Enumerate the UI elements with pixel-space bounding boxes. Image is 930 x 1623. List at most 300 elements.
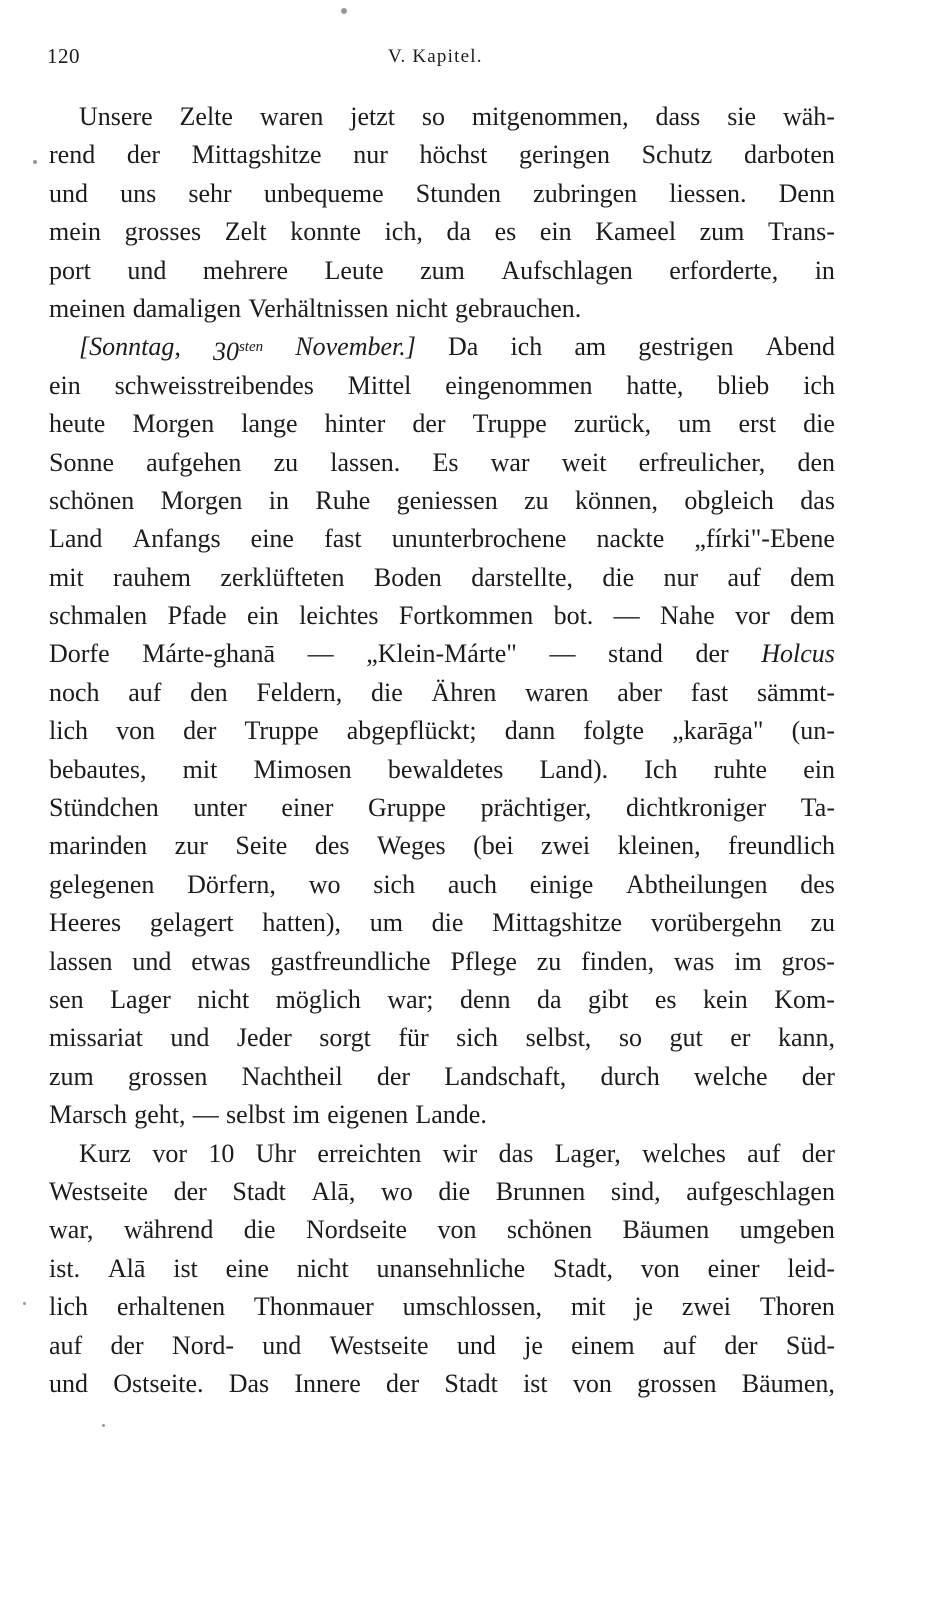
word: ein — [49, 370, 81, 400]
word: von — [116, 716, 156, 746]
word: des — [800, 869, 835, 899]
word: obgleich — [684, 485, 774, 515]
page-number: 120 — [47, 44, 80, 68]
word: uns — [120, 178, 157, 208]
word: unter — [193, 793, 247, 823]
word: einer — [281, 793, 334, 823]
text-line — [49, 98, 835, 136]
word: schönen — [506, 1215, 593, 1245]
word: unbequeme — [263, 178, 384, 208]
text-line — [49, 1173, 835, 1211]
word: Nord- — [171, 1330, 235, 1360]
word: umschlossen, — [402, 1292, 542, 1322]
word: [Sonntag, — [79, 332, 181, 362]
word: den — [797, 447, 835, 477]
word: Zelt — [224, 217, 267, 247]
word: ein — [803, 754, 835, 784]
word: dem — [790, 601, 835, 631]
word: sämmt- — [756, 677, 835, 707]
word: lange — [241, 409, 298, 439]
word: denn — [459, 984, 511, 1014]
word: die — [438, 1176, 471, 1206]
text-line — [49, 751, 835, 789]
word: und — [132, 946, 172, 976]
text-line — [49, 367, 835, 405]
word: gut — [669, 1023, 703, 1053]
word: zurück, — [573, 409, 652, 439]
word: Dorfe — [49, 639, 110, 669]
word: kein — [703, 984, 748, 1014]
word: können, — [574, 485, 659, 515]
word: Mimosen — [253, 754, 352, 784]
word: Land). — [539, 754, 609, 784]
word: ich — [510, 332, 543, 362]
word: gastfreundliche — [270, 946, 431, 976]
word: weit — [561, 447, 607, 477]
word: aufgeschlagen — [686, 1176, 835, 1206]
word: Truppe — [472, 409, 547, 439]
word: gros- — [781, 946, 835, 976]
word: zur — [174, 831, 208, 861]
word: was — [673, 946, 715, 976]
word: der — [183, 716, 217, 746]
word: von — [437, 1215, 477, 1245]
word: der — [110, 1330, 144, 1360]
word: Pfade — [167, 601, 227, 631]
word: schmalen — [49, 601, 148, 631]
word: hatte, — [626, 370, 684, 400]
word: jetzt — [350, 102, 396, 131]
word: selbst, — [525, 1023, 592, 1053]
word: Alā, — [311, 1176, 356, 1206]
word: Stunden — [415, 178, 502, 208]
word: freundlich — [728, 831, 835, 861]
word: abgepflückt; — [346, 716, 477, 746]
word: ununterbrochene — [391, 524, 567, 554]
text-line — [49, 405, 835, 443]
text-line — [49, 827, 835, 865]
word: nur — [353, 140, 388, 170]
word: zu — [524, 485, 549, 515]
word: kann, — [777, 1023, 835, 1053]
word: Mittagshitze — [492, 908, 623, 938]
word: Morgen — [160, 485, 243, 515]
word: zerklüfteten — [220, 562, 345, 592]
word: sie — [727, 102, 757, 131]
word: Ruhe — [315, 485, 371, 515]
word: bebautes, — [49, 754, 147, 784]
word: durch — [600, 1061, 660, 1091]
word: zu — [810, 908, 835, 938]
word: Nahe — [659, 601, 715, 631]
text-line — [49, 1096, 835, 1134]
word: sorgt — [319, 1023, 371, 1053]
word: im — [292, 1100, 320, 1130]
text-line — [49, 290, 835, 328]
word: waren — [525, 677, 589, 707]
word: hatten), — [262, 908, 342, 938]
word: eigenen — [327, 1100, 409, 1130]
word: Westseite — [329, 1330, 429, 1360]
word: ist — [523, 1368, 548, 1398]
word: erst — [738, 409, 777, 439]
text-line — [49, 904, 835, 942]
word: Holcus — [761, 639, 835, 669]
word: nur — [663, 562, 699, 592]
word: Trans- — [768, 217, 835, 247]
word: Mittel — [347, 370, 412, 400]
word: Lager — [110, 984, 171, 1014]
text-line — [49, 175, 835, 213]
word: Westseite — [49, 1176, 148, 1206]
word: Lande. — [415, 1100, 487, 1130]
word: noch — [49, 677, 100, 707]
word: ist. — [49, 1253, 81, 1283]
text-line — [49, 252, 835, 290]
word: gelagert — [149, 908, 234, 938]
word: Marsch — [49, 1100, 127, 1130]
text-line — [49, 1327, 835, 1365]
word: wo — [381, 1176, 413, 1206]
word: wäh- — [782, 102, 835, 131]
word: schweisstreibendes — [114, 370, 314, 400]
word: Nachtheil — [241, 1061, 343, 1091]
word: Das — [228, 1368, 270, 1398]
word: Morgen — [132, 409, 215, 439]
word: mit — [182, 754, 218, 784]
word: geringen — [519, 140, 610, 170]
word: am — [574, 332, 607, 362]
word: lich — [49, 716, 88, 746]
word: — — [613, 601, 640, 631]
word: Thoren — [759, 1292, 835, 1322]
word: unansehnliche — [376, 1253, 526, 1283]
word: Stadt — [232, 1176, 286, 1206]
word: ein — [247, 601, 279, 631]
word: von — [640, 1253, 680, 1283]
word: Kurz — [79, 1138, 131, 1168]
word: vorübergehn — [650, 908, 782, 938]
word: Uhr — [255, 1138, 297, 1168]
word: nicht — [296, 1253, 349, 1283]
word: der — [801, 1138, 835, 1168]
word: erreichten — [317, 1138, 422, 1168]
word: die — [370, 677, 403, 707]
word: grossen — [127, 1061, 208, 1091]
word: Abtheilungen — [625, 869, 768, 899]
word: 10 — [208, 1138, 235, 1168]
word: für — [398, 1023, 429, 1053]
text-line — [49, 328, 835, 366]
word: gibt — [587, 984, 629, 1014]
word: Abend — [765, 332, 835, 362]
word: war, — [49, 1215, 94, 1245]
scan-speck — [102, 1424, 105, 1427]
word: Zelte — [179, 102, 233, 131]
word: zwei — [681, 1292, 731, 1322]
word: konnte — [290, 217, 361, 247]
word: der — [173, 1176, 207, 1206]
word: Ich — [644, 754, 678, 784]
word: und — [127, 255, 167, 285]
text-line — [49, 1135, 835, 1173]
word: Kom- — [774, 984, 835, 1014]
word: leid- — [787, 1253, 835, 1283]
word: der — [695, 639, 729, 669]
word: einer — [707, 1253, 760, 1283]
word: Pflege — [450, 946, 517, 976]
word: damaligen — [132, 293, 242, 323]
word: Verhältnissen — [248, 293, 389, 323]
word: höchst — [419, 140, 488, 170]
word: Schutz — [641, 140, 713, 170]
word: — — [192, 1100, 219, 1130]
word: Truppe — [244, 716, 319, 746]
text-line — [49, 1250, 835, 1288]
text-line — [49, 482, 835, 520]
word: zum — [699, 217, 745, 247]
word: der — [126, 140, 161, 170]
text-line — [49, 1211, 835, 1249]
word: selbst — [226, 1100, 286, 1130]
word: Stündchen — [49, 793, 159, 823]
word: vor — [735, 601, 770, 631]
word: Innere — [294, 1368, 361, 1398]
word: des — [314, 831, 350, 861]
word: Gruppe — [367, 793, 446, 823]
word: da — [446, 217, 471, 247]
word: Fortkommen — [398, 601, 534, 631]
word: Weges — [377, 831, 446, 861]
word: zwei — [541, 831, 591, 861]
word: Bäumen — [622, 1215, 710, 1245]
word: gestrigen — [638, 332, 734, 362]
word: welche — [693, 1061, 768, 1091]
word: prächtiger, — [480, 793, 592, 823]
date-day — [213, 328, 263, 366]
word: der — [385, 1368, 420, 1398]
word: und — [49, 178, 88, 208]
text-line — [49, 674, 835, 712]
word: Jeder — [236, 1023, 292, 1053]
word: darstellte, — [471, 562, 573, 592]
word: finden, — [581, 946, 655, 976]
word: — — [307, 639, 334, 669]
word: rend — [49, 140, 96, 170]
text-line — [49, 444, 835, 482]
word: möglich — [275, 984, 361, 1014]
word: mehrere — [202, 255, 288, 285]
word: einem — [571, 1330, 635, 1360]
word: ruhte — [713, 754, 768, 784]
word: bot. — [553, 601, 594, 631]
word: waren — [259, 102, 324, 131]
word: mitgenommen, — [471, 102, 629, 131]
text-line — [49, 866, 835, 904]
text-line — [49, 789, 835, 827]
word: rauhem — [113, 562, 192, 592]
word: Da — [447, 332, 479, 362]
word: Bäumen, — [741, 1368, 835, 1398]
word: Sonne — [49, 447, 114, 477]
word: nackte — [596, 524, 665, 554]
word: das — [498, 1138, 534, 1168]
word: war — [490, 447, 530, 477]
text-line — [49, 981, 835, 1019]
word: vor — [152, 1138, 187, 1168]
word: gebrauchen. — [454, 293, 582, 323]
word: Landschaft, — [444, 1061, 567, 1091]
word: und — [170, 1023, 210, 1053]
word: port — [49, 255, 91, 285]
word: heute — [49, 409, 106, 439]
word: auf — [727, 562, 761, 592]
word: Stadt — [444, 1368, 498, 1398]
word: „Klein-Márte" — [366, 639, 517, 669]
word: eine — [250, 524, 294, 554]
text-line — [49, 712, 835, 750]
word: ist — [173, 1253, 198, 1283]
word: folgte — [583, 716, 644, 746]
word: Mittagshitze — [191, 140, 322, 170]
word: auf — [747, 1138, 781, 1168]
word: Lager, — [554, 1138, 621, 1168]
word: grosses — [124, 217, 202, 247]
word: so — [618, 1023, 642, 1053]
word: „fírki"-Ebene — [694, 524, 835, 554]
word: der — [412, 409, 446, 439]
word: Brunnen — [495, 1176, 586, 1206]
word: Feldern, — [256, 677, 343, 707]
date-day-number: 30 — [212, 337, 239, 367]
word: nicht — [197, 984, 250, 1014]
word: Anfangs — [132, 524, 221, 554]
word: aber — [617, 677, 663, 707]
word: Boden — [373, 562, 442, 592]
word: die — [431, 908, 464, 938]
running-head: V. Kapitel. — [388, 46, 483, 67]
word: je — [634, 1292, 654, 1322]
word: um — [678, 409, 712, 439]
word: ich — [803, 370, 835, 400]
word: ein — [539, 217, 572, 247]
word: Unsere — [79, 102, 153, 131]
word: von — [572, 1368, 612, 1398]
word: dass — [655, 102, 701, 131]
word: war; — [387, 984, 434, 1014]
word: einige — [529, 869, 594, 899]
word: in — [268, 485, 290, 515]
word: er — [730, 1023, 751, 1053]
word: stand — [608, 639, 663, 669]
word: schönen — [49, 485, 135, 515]
word: und — [456, 1330, 496, 1360]
text-line — [49, 520, 835, 558]
word: eingenommen — [445, 370, 593, 400]
word: es — [494, 217, 517, 247]
word: ich, — [384, 217, 423, 247]
word: geht, — [134, 1100, 186, 1130]
word: marinden — [49, 831, 148, 861]
word: nicht — [395, 293, 448, 323]
body-text — [49, 98, 835, 1403]
word: und — [49, 1368, 88, 1398]
word: hinter — [324, 409, 386, 439]
word: fast — [324, 524, 362, 554]
word: zu — [273, 447, 299, 477]
word: die — [243, 1215, 276, 1245]
word: dann — [504, 716, 556, 746]
word: der — [376, 1061, 411, 1091]
word: je — [524, 1330, 543, 1360]
text-line — [49, 1365, 835, 1403]
word: — — [549, 639, 576, 669]
word: der — [724, 1330, 758, 1360]
word: zum — [420, 255, 465, 285]
word: sehr — [188, 178, 232, 208]
word: geniessen — [396, 485, 498, 515]
word: wir — [442, 1138, 478, 1168]
word: um — [369, 908, 403, 938]
word: bewaldetes — [387, 754, 504, 784]
word: Leute — [324, 255, 384, 285]
word: missariat — [49, 1023, 143, 1053]
word: Süd- — [785, 1330, 835, 1360]
word: sen — [49, 984, 84, 1014]
scan-speck — [23, 1302, 26, 1305]
word: Land — [49, 524, 103, 554]
word: Es — [432, 447, 459, 477]
word: Ta- — [800, 793, 835, 823]
text-line — [49, 943, 835, 981]
word: zubringen — [533, 178, 638, 208]
word: Alā — [107, 1253, 146, 1283]
word: umgeben — [739, 1215, 835, 1245]
word: Ähren — [431, 677, 497, 707]
word: Ostseite. — [113, 1368, 204, 1398]
word: die — [602, 562, 635, 592]
word: November.] — [295, 332, 416, 362]
word: erfreulicher, — [638, 447, 766, 477]
word: zum — [49, 1061, 94, 1091]
text-line — [49, 635, 835, 673]
word: auf — [662, 1330, 697, 1360]
word: wo — [308, 869, 341, 899]
word: auch — [447, 869, 497, 899]
word: dem — [790, 562, 835, 592]
word: (bei — [473, 831, 514, 861]
word: es — [654, 984, 677, 1014]
word: welches — [642, 1138, 726, 1168]
word: im — [734, 946, 762, 976]
word: Aufschlagen — [501, 255, 633, 285]
word: den — [190, 677, 228, 707]
scan-speck — [341, 8, 347, 14]
word: Nordseite — [305, 1215, 408, 1245]
word: mein — [49, 217, 101, 247]
word: kleinen, — [617, 831, 701, 861]
word: während — [123, 1215, 214, 1245]
word: Dörfern, — [187, 869, 276, 899]
word: etwas — [191, 946, 251, 976]
word: sind, — [610, 1176, 661, 1206]
word: die — [803, 409, 835, 439]
word: darboten — [743, 140, 835, 170]
word: Heeres — [49, 908, 122, 938]
word: Seite — [235, 831, 288, 861]
word: Denn — [778, 178, 835, 208]
word: der — [801, 1061, 835, 1091]
